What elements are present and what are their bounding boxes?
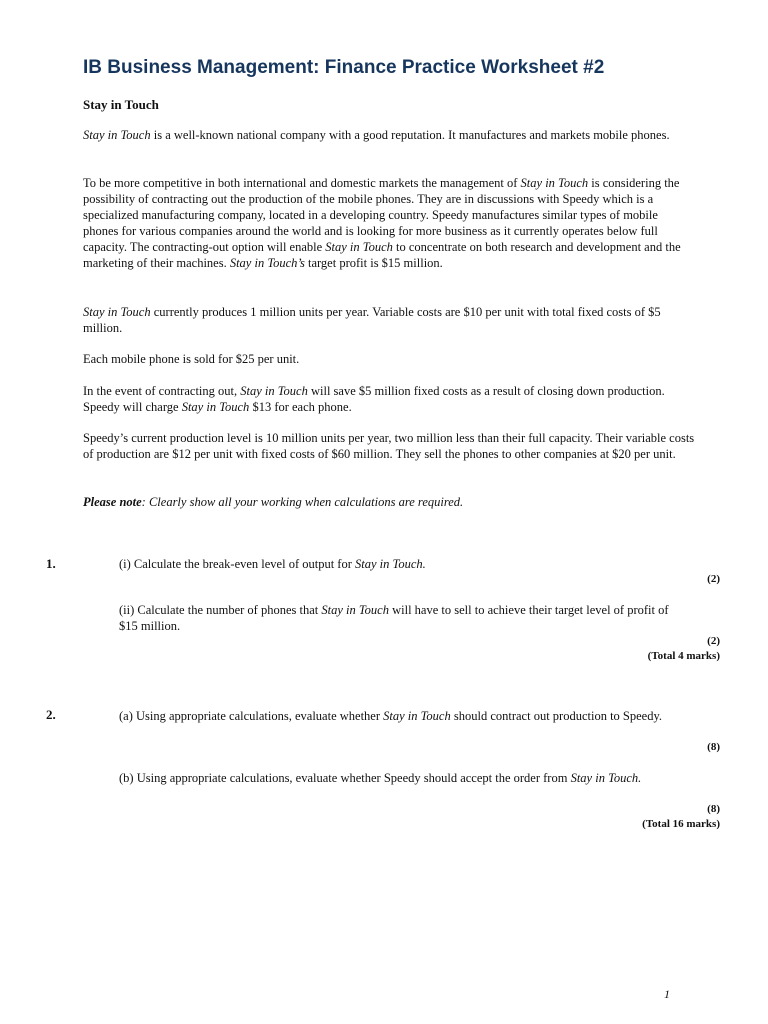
worksheet-title: IB Business Management: Finance Practice Worksheet #2 — [83, 57, 605, 78]
question-text: (ii) Calculate the number of phones that — [119, 603, 322, 617]
company-name: Stay in Touch. — [570, 771, 642, 785]
total-marks-label: (Total 4 marks) — [647, 650, 720, 662]
context-paragraph — [83, 175, 695, 271]
question-text: will have to sell to achieve their target level of profit of $15 million. — [119, 603, 669, 633]
company-name: Stay in Touch — [83, 128, 151, 142]
intro-paragraph — [83, 127, 693, 143]
price-paragraph: Each mobile phone is sold for $25 per unit. — [83, 352, 300, 366]
context-text-3: to concentrate on both research and development and the marketing of their machines. — [83, 240, 681, 270]
question-part — [119, 708, 689, 724]
question-text: should contract out production to Speedy. — [450, 709, 663, 723]
case-study-heading: Stay in Touch — [83, 97, 159, 112]
contracting-text-2: will save $5 million fixed costs as a result of closing down production. Speedy will charge — [83, 384, 665, 414]
contracting-text-1: In the event of contracting out, — [83, 384, 241, 398]
company-name: Stay in Touch — [83, 305, 151, 319]
company-name: Stay in Touch — [321, 603, 389, 617]
question-text: (a) Using appropriate calculations, evaluate whether — [119, 709, 384, 723]
marks-label: (2) — [707, 635, 720, 647]
note-text: : Clearly show all your working when calculations are required. — [141, 495, 464, 509]
marks-label: (8) — [707, 741, 720, 753]
company-name: Stay in Touch — [520, 176, 589, 190]
contracting-text-3: $13 for each phone. — [249, 400, 352, 414]
company-name: Stay in Touch — [383, 709, 451, 723]
company-name-possessive: Stay in Touch’s — [229, 256, 305, 270]
company-name: Stay in Touch — [240, 384, 308, 398]
contracting-paragraph — [83, 383, 693, 415]
note-label: Please note — [83, 495, 142, 509]
marks-label: (8) — [707, 803, 720, 815]
context-text-1: To be more competitive in both international and domestic markets the management of — [83, 176, 521, 190]
page-number: 1 — [664, 987, 670, 1001]
company-name: Stay in Touch. — [355, 557, 426, 571]
question-number: 2. — [46, 707, 56, 722]
question-text: (i) Calculate the break-even level of output for — [119, 557, 356, 571]
speedy-paragraph: Speedy’s current production level is 10 million units per year, two million less than their full capacity. Their variable costs of production are $12 per unit with fixed costs of $60 million. They sell the phones to other companies at $20 per unit. — [83, 431, 695, 461]
intro-text: is a well-known national company with a good reputation. It manufactures and markets mobile phones. — [150, 128, 670, 142]
question-part — [119, 556, 689, 572]
company-name: Stay in Touch — [325, 240, 393, 254]
production-text: currently produces 1 million units per year. Variable costs are $10 per unit with total fixed costs of $5 million. — [83, 305, 661, 335]
total-marks-label: (Total 16 marks) — [642, 818, 720, 830]
question-number: 1. — [46, 556, 56, 571]
question-part — [119, 770, 689, 786]
production-paragraph — [83, 304, 693, 336]
question-part — [119, 602, 689, 634]
note-paragraph — [83, 494, 693, 510]
marks-label: (2) — [707, 573, 720, 585]
company-name: Stay in Touch — [181, 400, 250, 414]
context-text-4: target profit is $15 million. — [304, 256, 443, 270]
context-text-2: is considering the possibility of contracting out the production of the mobile phones. They are in discussions with Speedy which is a specialized manufacturing company, located in a developing country. Speedy manufactures similar types of mobile phones for various companies around the world and is looking for more business as it currently operates below full capacity. The contracting-out option will enable — [83, 176, 680, 254]
question-text: (b) Using appropriate calculations, evaluate whether Speedy should accept the order from — [119, 771, 571, 785]
